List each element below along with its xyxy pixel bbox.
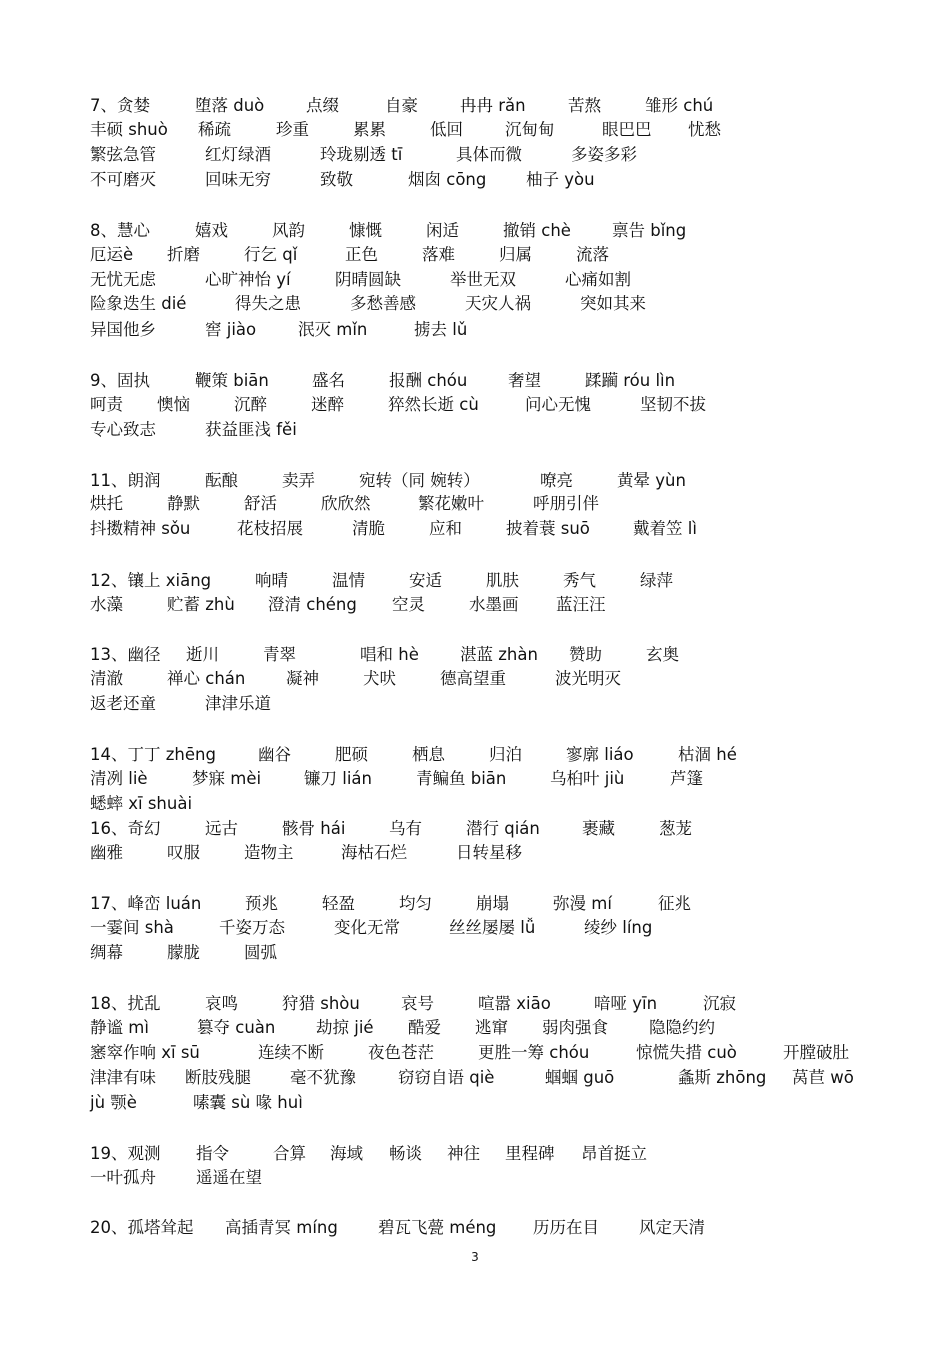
vocab-term: 沉醉: [234, 395, 267, 414]
vocab-line: [0, 743, 950, 767]
vocab-term: 流落: [576, 245, 609, 264]
vocab-term: 窃窃自语 qiè: [398, 1068, 495, 1087]
vocab-line: [0, 792, 950, 816]
vocab-term: 清脆: [352, 519, 385, 538]
vocab-term: 落难: [422, 245, 455, 264]
vocab-term: 撤销 chè: [503, 221, 571, 240]
vocab-term: 青翠: [263, 645, 296, 664]
vocab-term: 劫掠 jié: [316, 1018, 374, 1037]
vocab-term: 泯灭 mǐn: [298, 320, 368, 339]
vocab-term: 风韵: [272, 221, 305, 240]
vocab-term: 披着蓑 suō: [506, 519, 590, 538]
vocab-term: 不可磨灭: [90, 170, 156, 189]
vocab-term: 叹服: [167, 843, 200, 862]
vocab-term: 异国他乡: [90, 320, 156, 339]
vocab-term: 静谧 mì: [90, 1018, 149, 1037]
vocab-term: 禅心 chán: [167, 669, 246, 688]
vocab-term: 归属: [499, 245, 532, 264]
vocab-term: 赞助: [569, 645, 602, 664]
vocab-term: 镰刀 lián: [304, 769, 372, 788]
vocab-term: 问心无愧: [525, 395, 591, 414]
vocab-term: 心痛如割: [565, 270, 631, 289]
vocab-term: 千姿万态: [219, 918, 285, 937]
vocab-term: 14、丁丁 zhēng: [90, 745, 216, 764]
vocab-term: 17、峰峦 luán: [90, 894, 202, 913]
vocab-term: 连续不断: [258, 1043, 324, 1062]
vocab-term: 夜色苍茫: [368, 1043, 434, 1062]
vocab-line: [0, 892, 950, 916]
vocab-term: 逝川: [186, 645, 219, 664]
vocab-term: 神往: [447, 1144, 480, 1163]
vocab-term: 烟囱 cōng: [408, 170, 487, 189]
vocab-term: 栖息: [412, 745, 445, 764]
vocab-term: 犬吠: [363, 669, 396, 688]
vocab-term: 秀气: [563, 571, 596, 590]
vocab-term: 行乞 qǐ: [244, 245, 298, 264]
vocab-line: [0, 569, 950, 593]
vocab-term: 折磨: [167, 245, 200, 264]
vocab-term: 远古: [205, 819, 238, 838]
vocab-term: 狩猎 shòu: [282, 994, 360, 1013]
page-number: 3: [471, 1250, 479, 1264]
vocab-term: 宛转（同 婉转）: [359, 471, 480, 490]
vocab-term: 点缀: [306, 96, 339, 115]
vocab-line: [0, 318, 950, 342]
vocab-term: 呵责: [90, 395, 123, 414]
vocab-line: [0, 1066, 950, 1090]
vocab-term: 开膛破肚: [783, 1043, 849, 1062]
vocab-term: 苦熬: [568, 96, 601, 115]
vocab-term: 抖擞精神 sǒu: [90, 519, 191, 538]
vocab-term: 葱茏: [659, 819, 692, 838]
vocab-line: [0, 517, 950, 541]
vocab-term: 7、贪婪: [90, 96, 150, 115]
vocab-term: 空灵: [392, 595, 425, 614]
vocab-term: 弱肉强食: [542, 1018, 608, 1037]
vocab-term: 险象迭生 dié: [90, 294, 187, 313]
vocab-term: 呼朋引伴: [533, 494, 599, 513]
vocab-term: 合算: [273, 1144, 306, 1163]
vocab-term: 18、扰乱: [90, 994, 161, 1013]
vocab-term: 高插青冥 míng: [225, 1218, 338, 1237]
vocab-term: 篡夺 cuàn: [197, 1018, 276, 1037]
vocab-line: [0, 1041, 950, 1065]
vocab-term: 绫纱 líng: [584, 918, 653, 937]
vocab-term: 骸骨 hái: [282, 819, 346, 838]
vocab-term: 嗉囊 sù 喙 huì: [193, 1093, 303, 1112]
vocab-term: 忧愁: [688, 120, 721, 139]
vocab-term: 波光明灭: [555, 669, 621, 688]
vocab-term: 珍重: [276, 120, 309, 139]
vocab-line: [0, 268, 950, 292]
vocab-term: 日转星移: [456, 843, 522, 862]
vocab-term: 蹂躏 róu lìn: [585, 371, 676, 390]
vocab-term: 静默: [167, 494, 200, 513]
vocab-term: 返老还童: [90, 694, 156, 713]
vocab-term: 掳去 lǔ: [414, 320, 468, 339]
vocab-line: [0, 219, 950, 243]
vocab-term: 冉冉 rǎn: [460, 96, 526, 115]
vocab-line: [0, 992, 950, 1016]
vocab-term: 乌桕叶 jiù: [550, 769, 625, 788]
vocab-line: [0, 118, 950, 142]
vocab-term: 畅谈: [389, 1144, 422, 1163]
vocab-term: 安适: [409, 571, 442, 590]
vocab-term: 迷醉: [311, 395, 344, 414]
vocab-term: 闲适: [426, 221, 459, 240]
vocab-line: [0, 1142, 950, 1166]
vocab-term: jù 颚è: [90, 1093, 137, 1112]
vocab-term: 12、镶上 xiāng: [90, 571, 212, 590]
vocab-line: [0, 292, 950, 316]
vocab-line: [0, 1166, 950, 1190]
vocab-term: 阴晴圆缺: [335, 270, 401, 289]
vocab-term: 19、观测: [90, 1144, 161, 1163]
vocab-term: 水墨画: [469, 595, 519, 614]
vocab-term: 喧嚣 xiāo: [478, 994, 551, 1013]
vocab-line: [0, 243, 950, 267]
vocab-term: 坚韧不拔: [640, 395, 706, 414]
vocab-term: 隐隐约约: [649, 1018, 715, 1037]
vocab-term: 戴着笠 lì: [633, 519, 697, 538]
vocab-line: [0, 941, 950, 965]
vocab-line: [0, 643, 950, 667]
vocab-line: [0, 1091, 950, 1115]
vocab-line: [0, 916, 950, 940]
vocab-term: 一霎间 shà: [90, 918, 174, 937]
vocab-term: 遥遥在望: [196, 1168, 262, 1187]
vocab-term: 幽雅: [90, 843, 123, 862]
vocab-term: 肥硕: [335, 745, 368, 764]
vocab-term: 报酬 chóu: [389, 371, 468, 390]
vocab-term: 得失之患: [235, 294, 301, 313]
vocab-term: 13、幽径: [90, 645, 161, 664]
vocab-term: 潜行 qián: [466, 819, 540, 838]
vocab-term: 温情: [332, 571, 365, 590]
vocab-term: 绸幕: [90, 943, 123, 962]
vocab-term: 裹藏: [582, 819, 615, 838]
vocab-line: [0, 168, 950, 192]
vocab-line: [0, 817, 950, 841]
vocab-term: 繁弦急管: [90, 145, 156, 164]
vocab-term: 沉寂: [703, 994, 736, 1013]
vocab-term: 津津有味: [90, 1068, 156, 1087]
vocab-term: 嘹亮: [540, 471, 573, 490]
vocab-line: [0, 667, 950, 691]
vocab-term: 具体而微: [456, 145, 522, 164]
vocab-term: 低回: [430, 120, 463, 139]
vocab-term: 天灾人祸: [465, 294, 531, 313]
vocab-term: 指令: [196, 1144, 229, 1163]
vocab-term: 里程碑: [505, 1144, 555, 1163]
vocab-term: 红灯绿酒: [205, 145, 271, 164]
vocab-term: 风定天清: [639, 1218, 705, 1237]
vocab-line: [0, 469, 950, 493]
vocab-term: 玄奥: [646, 645, 679, 664]
vocab-term: 海枯石烂: [341, 843, 407, 862]
vocab-line: [0, 593, 950, 617]
vocab-term: 烘托: [90, 494, 123, 513]
vocab-term: 逃窜: [475, 1018, 508, 1037]
vocab-term: 蝈蝈 guō: [545, 1068, 615, 1087]
vocab-term: 湛蓝 zhàn: [460, 645, 538, 664]
vocab-term: 莴苣 wō: [792, 1068, 854, 1087]
vocab-term: 堕落 duò: [195, 96, 265, 115]
vocab-term: 蓝汪汪: [556, 595, 606, 614]
vocab-line: [0, 1016, 950, 1040]
vocab-line: [0, 369, 950, 393]
vocab-term: 蟋蟀 xī shuài: [90, 794, 193, 813]
vocab-term: 获益匪浅 fěi: [205, 420, 297, 439]
vocab-term: 花枝招展: [237, 519, 303, 538]
vocab-term: 懊恼: [157, 395, 190, 414]
vocab-line: [0, 767, 950, 791]
vocab-term: 沉甸甸: [505, 120, 555, 139]
vocab-term: 多愁善感: [350, 294, 416, 313]
vocab-term: 繁花嫩叶: [418, 494, 484, 513]
vocab-line: [0, 692, 950, 716]
vocab-term: 幽谷: [258, 745, 291, 764]
vocab-term: 变化无常: [334, 918, 400, 937]
vocab-term: 窸窣作响 xī sū: [90, 1043, 200, 1062]
vocab-term: 毫不犹豫: [290, 1068, 356, 1087]
vocab-term: 奢望: [508, 371, 541, 390]
vocab-term: 贮蓄 zhù: [167, 595, 235, 614]
vocab-term: 8、慧心: [90, 221, 150, 240]
vocab-line: [0, 143, 950, 167]
vocab-term: 嬉戏: [195, 221, 228, 240]
vocab-term: 绿萍: [640, 571, 673, 590]
vocab-term: 清冽 liè: [90, 769, 148, 788]
vocab-term: 20、孤塔耸起: [90, 1218, 194, 1237]
vocab-term: 水藻: [90, 595, 123, 614]
vocab-term: 卖弄: [282, 471, 315, 490]
vocab-term: 历历在目: [533, 1218, 599, 1237]
vocab-term: 响晴: [255, 571, 288, 590]
vocab-term: 崩塌: [476, 894, 509, 913]
vocab-term: 正色: [345, 245, 378, 264]
vocab-term: 黄晕 yùn: [617, 471, 686, 490]
vocab-term: 预兆: [245, 894, 278, 913]
vocab-line: [0, 94, 950, 118]
vocab-term: 德高望重: [440, 669, 506, 688]
vocab-term: 喑哑 yīn: [594, 994, 658, 1013]
vocab-term: 芦篷: [670, 769, 703, 788]
vocab-term: 轻盈: [322, 894, 355, 913]
vocab-term: 丝丝屡屡 lǚ: [449, 918, 536, 937]
vocab-term: 举世无双: [450, 270, 516, 289]
vocab-term: 惊慌失措 cuò: [636, 1043, 737, 1062]
vocab-term: 窖 jiào: [205, 320, 257, 339]
vocab-term: 碧瓦飞甍 méng: [378, 1218, 497, 1237]
vocab-term: 津津乐道: [205, 694, 271, 713]
vocab-term: 梦寐 mèi: [192, 769, 262, 788]
vocab-line: [0, 393, 950, 417]
vocab-term: 丰硕 shuò: [90, 120, 168, 139]
vocab-term: 弥漫 mí: [553, 894, 612, 913]
vocab-term: 乌有: [389, 819, 422, 838]
vocab-term: 自豪: [385, 96, 418, 115]
vocab-term: 11、朗润: [90, 471, 161, 490]
vocab-term: 厄运è: [90, 245, 134, 264]
vocab-term: 肌肤: [486, 571, 519, 590]
vocab-line: [0, 841, 950, 865]
vocab-term: 多姿多彩: [571, 145, 637, 164]
vocab-term: 应和: [429, 519, 462, 538]
vocab-term: 舒活: [244, 494, 277, 513]
vocab-term: 稀疏: [198, 120, 231, 139]
vocab-term: 寥廓 liáo: [566, 745, 634, 764]
vocab-term: 禀告 bǐng: [612, 221, 687, 240]
vocab-term: 断肢残腿: [185, 1068, 251, 1087]
vocab-term: 柚子 yòu: [526, 170, 595, 189]
vocab-line: [0, 418, 950, 442]
vocab-term: 青鳊鱼 biān: [416, 769, 507, 788]
vocab-term: 征兆: [658, 894, 691, 913]
vocab-term: 哀号: [401, 994, 434, 1013]
vocab-term: 回味无穷: [205, 170, 271, 189]
vocab-line: [0, 492, 950, 516]
vocab-term: 凝神: [286, 669, 319, 688]
vocab-term: 突如其来: [580, 294, 646, 313]
vocab-term: 致敬: [320, 170, 353, 189]
vocab-term: 无忧无虑: [90, 270, 156, 289]
vocab-term: 唱和 hè: [360, 645, 419, 664]
vocab-term: 玲珑剔透 tī: [320, 145, 403, 164]
vocab-term: 圆弧: [244, 943, 277, 962]
vocab-term: 鞭策 biān: [195, 371, 269, 390]
vocab-term: 归泊: [489, 745, 522, 764]
vocab-term: 16、奇幻: [90, 819, 161, 838]
vocab-term: 酝酿: [205, 471, 238, 490]
vocab-term: 螽斯 zhōng: [678, 1068, 767, 1087]
vocab-term: 慷慨: [349, 221, 382, 240]
vocab-term: 心旷神怡 yí: [205, 270, 291, 289]
vocab-term: 均匀: [399, 894, 432, 913]
vocab-term: 雏形 chú: [645, 96, 714, 115]
vocab-term: 猝然长逝 cù: [388, 395, 479, 414]
vocab-term: 欣欣然: [321, 494, 371, 513]
vocab-term: 一叶孤舟: [90, 1168, 156, 1187]
vocab-term: 眼巴巴: [602, 120, 652, 139]
vocab-term: 更胜一筹 chóu: [478, 1043, 590, 1062]
vocab-term: 枯涸 hé: [678, 745, 737, 764]
vocab-line: [0, 1216, 950, 1240]
vocab-term: 9、固执: [90, 371, 150, 390]
vocab-term: 专心致志: [90, 420, 156, 439]
vocab-term: 酷爱: [408, 1018, 441, 1037]
vocab-term: 清澈: [90, 669, 123, 688]
vocab-term: 造物主: [244, 843, 294, 862]
vocab-term: 昂首挺立: [581, 1144, 647, 1163]
vocab-term: 朦胧: [167, 943, 200, 962]
vocab-term: 累累: [353, 120, 386, 139]
vocab-term: 盛名: [312, 371, 345, 390]
vocab-term: 海域: [330, 1144, 363, 1163]
vocab-term: 澄清 chéng: [268, 595, 357, 614]
vocab-term: 哀鸣: [205, 994, 238, 1013]
